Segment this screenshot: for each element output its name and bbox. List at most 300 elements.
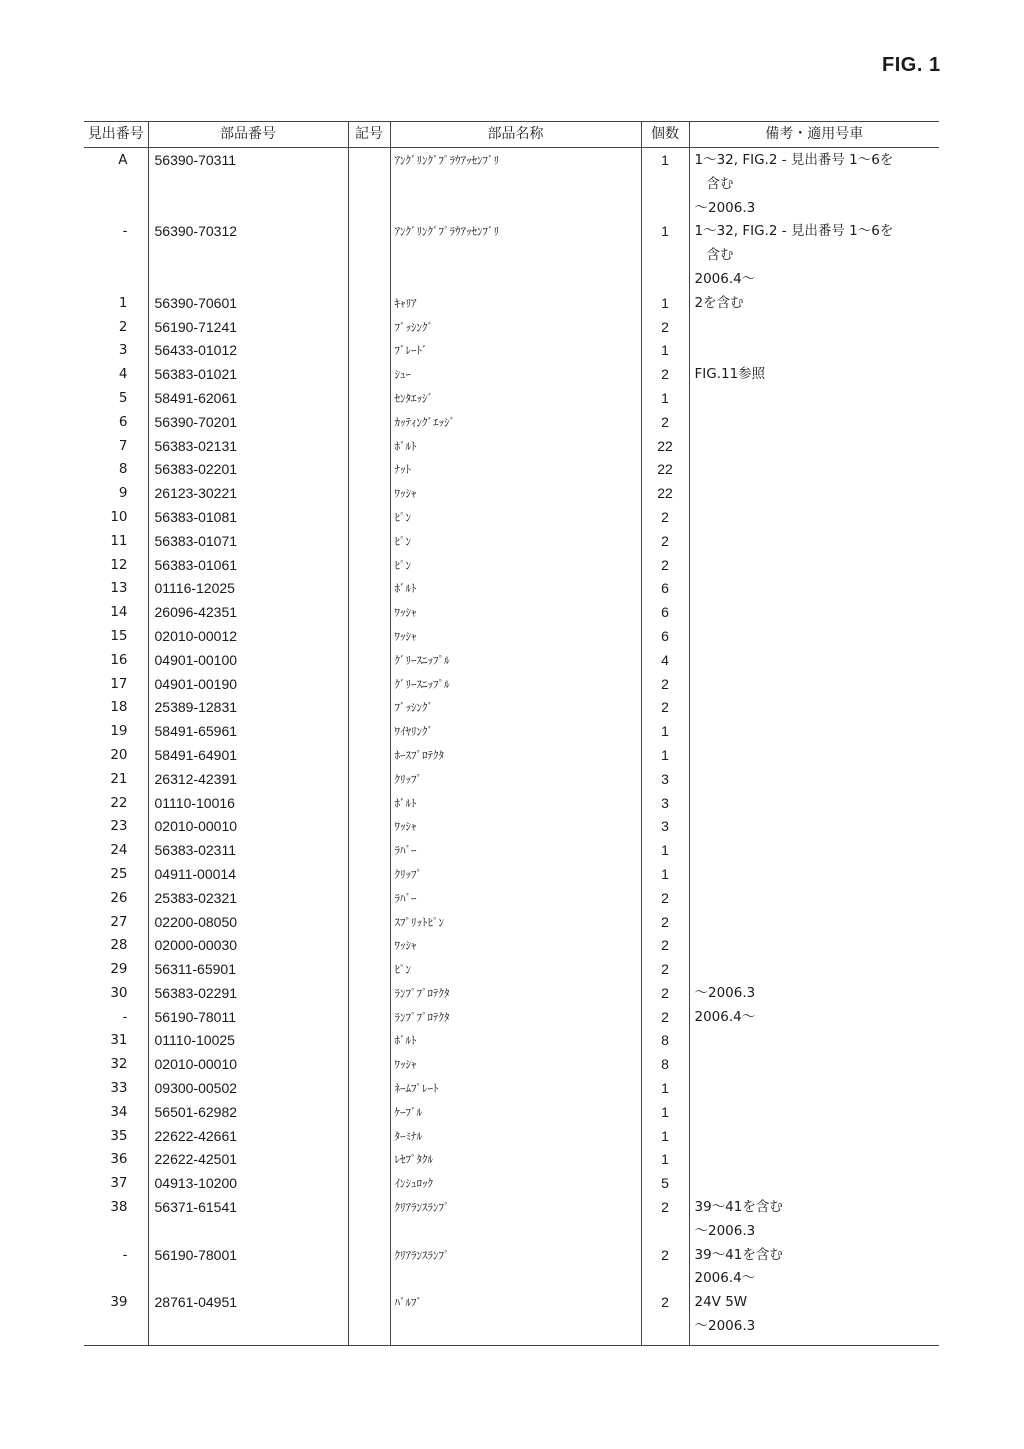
quantity-cell: 2	[641, 1196, 689, 1244]
part-name-cell: ﾗﾊﾞｰ	[390, 887, 641, 911]
part-name-cell: ﾎﾞﾙﾄ	[390, 577, 641, 601]
remarks-cell	[689, 530, 939, 554]
quantity-cell: 1	[641, 148, 689, 221]
part-number-cell: 02000-00030	[148, 934, 348, 958]
table-row	[84, 411, 939, 435]
remarks-cell	[689, 649, 939, 673]
part-name-cell: ﾌﾞｯｼﾝｸﾞ	[390, 696, 641, 720]
symbol-cell	[348, 1244, 390, 1292]
symbol-cell	[348, 387, 390, 411]
remarks-cell	[689, 887, 939, 911]
part-number-cell: 22622-42661	[148, 1125, 348, 1149]
table-row	[84, 458, 939, 482]
quantity-cell: 3	[641, 815, 689, 839]
part-number-cell: 02010-00010	[148, 815, 348, 839]
remarks-cell	[689, 839, 939, 863]
quantity-cell: 1	[641, 1077, 689, 1101]
quantity-cell: 1	[641, 863, 689, 887]
remarks-cell	[689, 482, 939, 506]
part-number-cell: 25383-02321	[148, 887, 348, 911]
item-number-cell: 20	[110, 746, 128, 763]
item-number-cell: 25	[110, 865, 128, 882]
remarks-cell	[689, 577, 939, 601]
item-number-cell: 17	[110, 675, 128, 692]
item-number-cell: 32	[110, 1056, 128, 1073]
remarks-cell	[689, 387, 939, 411]
remarks-cell	[689, 435, 939, 459]
part-name-cell: ﾋﾟﾝ	[390, 530, 641, 554]
item-number-cell: 8	[118, 461, 128, 478]
quantity-cell: 5	[641, 1172, 689, 1196]
item-number-cell: 18	[110, 699, 128, 716]
remarks-cell	[689, 1244, 939, 1292]
quantity-cell: 1	[641, 220, 689, 291]
part-name-cell: ｶｯﾃｨﾝｸﾞｴｯｼﾞ	[390, 411, 641, 435]
symbol-cell	[348, 1101, 390, 1125]
item-number-cell: 36	[110, 1151, 128, 1168]
part-number-cell: 01110-10016	[148, 792, 348, 816]
part-number-cell: 56383-02311	[148, 839, 348, 863]
quantity-cell: 3	[641, 792, 689, 816]
remarks-cell	[689, 411, 939, 435]
remarks-cell	[689, 1101, 939, 1125]
part-name-cell: ﾜｯｼｬ	[390, 625, 641, 649]
part-number-cell: 01110-10025	[148, 1029, 348, 1053]
symbol-cell	[348, 1172, 390, 1196]
remarks-cell	[689, 1029, 939, 1053]
table-row	[84, 387, 939, 411]
table-row	[84, 673, 939, 697]
quantity-cell: 2	[641, 316, 689, 340]
part-number-cell: 04913-10200	[148, 1172, 348, 1196]
item-number-cell: 13	[110, 580, 128, 597]
item-number-cell: 3	[118, 342, 128, 359]
symbol-cell	[348, 958, 390, 982]
quantity-cell: 1	[641, 839, 689, 863]
item-number-cell: 12	[110, 556, 128, 573]
remarks-cell	[689, 363, 939, 387]
quantity-cell: 1	[641, 387, 689, 411]
part-name-cell: ﾌﾞﾚｰﾄﾞ	[390, 339, 641, 363]
symbol-cell	[348, 792, 390, 816]
part-number-cell: 02010-00010	[148, 1053, 348, 1077]
quantity-cell: 3	[641, 768, 689, 792]
header-qty: 個数	[641, 122, 689, 148]
part-name-cell: ﾎﾞﾙﾄ	[390, 1029, 641, 1053]
part-name-cell: ｷｬﾘｱ	[390, 292, 641, 316]
item-number-cell: 24	[110, 842, 128, 859]
part-number-cell: 56190-78011	[148, 1006, 348, 1030]
remarks-line: 1～32, FIG.2 - 見出番号 1～6を	[694, 223, 894, 240]
table-row	[84, 316, 939, 340]
part-number-cell: 58491-62061	[148, 387, 348, 411]
part-name-cell: ﾜｯｼｬ	[390, 601, 641, 625]
symbol-cell	[348, 649, 390, 673]
symbol-cell	[348, 601, 390, 625]
symbol-cell	[348, 768, 390, 792]
symbol-cell	[348, 1291, 390, 1345]
quantity-cell: 2	[641, 506, 689, 530]
quantity-cell: 2	[641, 411, 689, 435]
symbol-cell	[348, 863, 390, 887]
parts-table	[84, 121, 939, 1346]
symbol-cell	[348, 1077, 390, 1101]
symbol-cell	[348, 625, 390, 649]
table-row	[84, 292, 939, 316]
symbol-cell	[348, 696, 390, 720]
part-name-cell: ｸﾞﾘｰｽﾆｯﾌﾟﾙ	[390, 673, 641, 697]
quantity-cell: 1	[641, 339, 689, 363]
item-number-cell: 19	[110, 723, 128, 740]
item-number-cell: 5	[118, 389, 128, 406]
quantity-cell: 2	[641, 1244, 689, 1292]
table-row	[84, 482, 939, 506]
part-number-cell: 56390-70312	[148, 220, 348, 291]
symbol-cell	[348, 1006, 390, 1030]
table-row	[84, 815, 939, 839]
remarks-cell	[689, 1006, 939, 1030]
table-header-row	[84, 122, 939, 148]
part-number-cell: 26096-42351	[148, 601, 348, 625]
symbol-cell	[348, 482, 390, 506]
table-row	[84, 1196, 939, 1244]
quantity-cell: 22	[641, 458, 689, 482]
part-name-cell: ﾜｯｼｬ	[390, 815, 641, 839]
table-row	[84, 554, 939, 578]
part-number-cell: 04911-00014	[148, 863, 348, 887]
symbol-cell	[348, 435, 390, 459]
item-number-cell: 14	[110, 604, 128, 621]
table-row	[84, 1172, 939, 1196]
table-row	[84, 1148, 939, 1172]
part-name-cell: ﾅｯﾄ	[390, 458, 641, 482]
quantity-cell: 2	[641, 673, 689, 697]
table-row	[84, 720, 939, 744]
part-number-cell: 56371-61541	[148, 1196, 348, 1244]
part-number-cell: 02010-00012	[148, 625, 348, 649]
item-number-cell: 4	[118, 366, 128, 383]
quantity-cell: 2	[641, 1006, 689, 1030]
quantity-cell: 8	[641, 1029, 689, 1053]
item-number-cell: 7	[118, 437, 128, 454]
symbol-cell	[348, 934, 390, 958]
part-number-cell: 56190-78001	[148, 1244, 348, 1292]
part-name-cell: ｱﾝｸﾞﾘﾝｸﾞﾌﾟﾗｳｱｯｾﾝﾌﾞﾘ	[390, 220, 641, 291]
item-number-cell: 16	[110, 651, 128, 668]
table-row	[84, 506, 939, 530]
item-number-cell: 1	[118, 294, 128, 311]
table-row	[84, 934, 939, 958]
table-row	[84, 577, 939, 601]
remarks-cell	[689, 1291, 939, 1345]
remarks-line: FIG.11参照	[694, 366, 766, 383]
remarks-line: 1～32, FIG.2 - 見出番号 1～6を	[694, 152, 894, 168]
quantity-cell: 2	[641, 934, 689, 958]
part-number-cell: 04901-00100	[148, 649, 348, 673]
symbol-cell	[348, 815, 390, 839]
part-number-cell: 56383-02131	[148, 435, 348, 459]
quantity-cell: 2	[641, 911, 689, 935]
part-name-cell: ﾎﾞﾙﾄ	[390, 435, 641, 459]
table-row	[84, 982, 939, 1006]
item-number-cell: 30	[110, 984, 128, 1001]
remarks-cell	[689, 220, 939, 291]
table-row	[84, 792, 939, 816]
item-number-cell: 35	[110, 1127, 128, 1144]
remarks-line: ～2006.3	[694, 1318, 756, 1335]
part-number-cell: 26123-30221	[148, 482, 348, 506]
part-number-cell: 56501-62982	[148, 1101, 348, 1125]
item-number-cell: 34	[110, 1103, 128, 1120]
part-name-cell: ｹｰﾌﾞﾙ	[390, 1101, 641, 1125]
remarks-cell	[689, 696, 939, 720]
item-number-cell: 37	[110, 1175, 128, 1192]
item-number-cell: 28	[110, 937, 128, 954]
remarks-cell	[689, 1053, 939, 1077]
remarks-cell	[689, 339, 939, 363]
table-row	[84, 768, 939, 792]
item-number-cell: 11	[110, 532, 128, 549]
quantity-cell: 2	[641, 530, 689, 554]
symbol-cell	[348, 554, 390, 578]
remarks-line: 含む	[706, 175, 734, 192]
table-row	[84, 530, 939, 554]
part-name-cell: ﾋﾟﾝ	[390, 958, 641, 982]
table-row	[84, 911, 939, 935]
table-row	[84, 148, 939, 221]
remarks-cell	[689, 744, 939, 768]
table-row	[84, 1244, 939, 1292]
part-name-cell: ｸﾘｯﾌﾟ	[390, 863, 641, 887]
item-number-cell: 31	[110, 1032, 128, 1049]
part-name-cell: ｼｭｰ	[390, 363, 641, 387]
remarks-cell	[689, 506, 939, 530]
item-number-cell: 2	[118, 318, 128, 335]
part-name-cell: ｲﾝｼｭﾛｯｸ	[390, 1172, 641, 1196]
part-name-cell: ﾎｰｽﾌﾟﾛﾃｸﾀ	[390, 744, 641, 768]
remarks-line: 含む	[706, 247, 734, 264]
header-part-name: 部品名称	[390, 122, 641, 148]
symbol-cell	[348, 1148, 390, 1172]
part-number-cell: 26312-42391	[148, 768, 348, 792]
part-name-cell: ﾗﾝﾌﾟﾌﾟﾛﾃｸﾀ	[390, 1006, 641, 1030]
remarks-cell	[689, 1125, 939, 1149]
remarks-line: ～2006.3	[694, 199, 756, 216]
table-row	[84, 744, 939, 768]
remarks-line: 2006.4～	[694, 1008, 756, 1025]
table-row	[84, 601, 939, 625]
remarks-cell	[689, 1172, 939, 1196]
quantity-cell: 4	[641, 649, 689, 673]
header-symbol: 記号	[348, 122, 390, 148]
part-number-cell: 58491-64901	[148, 744, 348, 768]
part-number-cell: 56390-70201	[148, 411, 348, 435]
symbol-cell	[348, 887, 390, 911]
symbol-cell	[348, 220, 390, 291]
quantity-cell: 2	[641, 1291, 689, 1345]
part-number-cell: 04901-00190	[148, 673, 348, 697]
item-number-cell: 23	[110, 818, 128, 835]
symbol-cell	[348, 1196, 390, 1244]
table-row	[84, 1101, 939, 1125]
part-number-cell: 25389-12831	[148, 696, 348, 720]
symbol-cell	[348, 673, 390, 697]
part-name-cell: ｸﾘｯﾌﾟ	[390, 768, 641, 792]
table-row	[84, 435, 939, 459]
remarks-cell	[689, 934, 939, 958]
part-number-cell: 09300-00502	[148, 1077, 348, 1101]
remarks-cell	[689, 792, 939, 816]
header-no: 見出番号	[84, 122, 148, 148]
symbol-cell	[348, 1053, 390, 1077]
table-row	[84, 958, 939, 982]
part-name-cell: ｱﾝｸﾞﾘﾝｸﾞﾌﾟﾗｳｱｯｾﾝﾌﾞﾘ	[390, 148, 641, 221]
quantity-cell: 2	[641, 887, 689, 911]
table-row	[84, 1029, 939, 1053]
remarks-cell	[689, 601, 939, 625]
remarks-cell	[689, 148, 939, 221]
quantity-cell: 22	[641, 482, 689, 506]
table-row	[84, 887, 939, 911]
part-name-cell: ﾎﾞﾙﾄ	[390, 792, 641, 816]
symbol-cell	[348, 744, 390, 768]
item-number-cell: 27	[110, 913, 128, 930]
symbol-cell	[348, 911, 390, 935]
table-row	[84, 839, 939, 863]
remarks-cell	[689, 316, 939, 340]
part-number-cell: 56383-01021	[148, 363, 348, 387]
part-name-cell: ﾈｰﾑﾌﾟﾚｰﾄ	[390, 1077, 641, 1101]
symbol-cell	[348, 506, 390, 530]
quantity-cell: 2	[641, 363, 689, 387]
part-number-cell: 22622-42501	[148, 1148, 348, 1172]
part-name-cell: ﾜｯｼｬ	[390, 482, 641, 506]
part-name-cell: ﾀｰﾐﾅﾙ	[390, 1125, 641, 1149]
remarks-cell	[689, 625, 939, 649]
part-name-cell: ｸﾘｱﾗﾝｽﾗﾝﾌﾟ	[390, 1244, 641, 1292]
table-row	[84, 649, 939, 673]
table-row	[84, 1006, 939, 1030]
quantity-cell: 6	[641, 625, 689, 649]
remarks-cell	[689, 1196, 939, 1244]
part-number-cell: 01116-12025	[148, 577, 348, 601]
part-name-cell: ﾜｲﾔﾘﾝｸﾞ	[390, 720, 641, 744]
part-name-cell: ｸﾞﾘｰｽﾆｯﾌﾟﾙ	[390, 649, 641, 673]
symbol-cell	[348, 1125, 390, 1149]
quantity-cell: 6	[641, 577, 689, 601]
symbol-cell	[348, 316, 390, 340]
part-number-cell: 58491-65961	[148, 720, 348, 744]
quantity-cell: 1	[641, 1101, 689, 1125]
table-row	[84, 696, 939, 720]
table-row	[84, 363, 939, 387]
part-number-cell: 56383-01081	[148, 506, 348, 530]
part-name-cell: ﾗﾊﾞｰ	[390, 839, 641, 863]
symbol-cell	[348, 411, 390, 435]
quantity-cell: 1	[641, 1148, 689, 1172]
remarks-cell	[689, 958, 939, 982]
remarks-cell	[689, 863, 939, 887]
item-number-cell: A	[118, 152, 128, 168]
symbol-cell	[348, 1029, 390, 1053]
part-number-cell: 56390-70311	[148, 148, 348, 221]
table-row	[84, 863, 939, 887]
symbol-cell	[348, 292, 390, 316]
remarks-cell	[689, 720, 939, 744]
remarks-cell	[689, 673, 939, 697]
figure-label: FIG. 1	[882, 54, 941, 76]
table-row	[84, 220, 939, 291]
item-number-cell: 9	[118, 485, 128, 502]
part-number-cell: 56433-01012	[148, 339, 348, 363]
remarks-line: 2006.4～	[694, 270, 756, 287]
quantity-cell: 8	[641, 1053, 689, 1077]
part-number-cell: 56383-02201	[148, 458, 348, 482]
item-number-cell: 26	[110, 889, 128, 906]
remarks-cell	[689, 292, 939, 316]
symbol-cell	[348, 839, 390, 863]
remarks-cell	[689, 1148, 939, 1172]
item-number-cell: 6	[118, 413, 128, 430]
quantity-cell: 2	[641, 982, 689, 1006]
parts-table-body	[84, 148, 939, 1346]
item-number-cell: -	[122, 1246, 128, 1263]
item-number-cell: 29	[110, 961, 128, 978]
remarks-cell	[689, 768, 939, 792]
part-number-cell: 56390-70601	[148, 292, 348, 316]
part-number-cell: 56383-02291	[148, 982, 348, 1006]
symbol-cell	[348, 720, 390, 744]
remarks-line: ～2006.3	[694, 1222, 756, 1239]
part-name-cell: ﾌﾞｯｼﾝｸﾞ	[390, 316, 641, 340]
remarks-line: 39～41を含む	[694, 1246, 783, 1263]
part-name-cell: ﾜｯｼｬ	[390, 1053, 641, 1077]
item-number-cell: -	[122, 1008, 128, 1025]
quantity-cell: 1	[641, 292, 689, 316]
table-row	[84, 339, 939, 363]
part-name-cell: ﾗﾝﾌﾟﾌﾟﾛﾃｸﾀ	[390, 982, 641, 1006]
part-name-cell: ﾋﾟﾝ	[390, 554, 641, 578]
part-name-cell: ﾋﾟﾝ	[390, 506, 641, 530]
symbol-cell	[348, 339, 390, 363]
part-name-cell: ﾜｯｼｬ	[390, 934, 641, 958]
remarks-line: ～2006.3	[694, 984, 756, 1001]
part-number-cell: 02200-08050	[148, 911, 348, 935]
item-number-cell: 38	[110, 1199, 128, 1216]
part-name-cell: ｸﾘｱﾗﾝｽﾗﾝﾌﾟ	[390, 1196, 641, 1244]
symbol-cell	[348, 363, 390, 387]
quantity-cell: 2	[641, 958, 689, 982]
part-number-cell: 56383-01071	[148, 530, 348, 554]
item-number-cell: 39	[84, 1291, 148, 1345]
remarks-cell	[689, 458, 939, 482]
table-row	[84, 625, 939, 649]
symbol-cell	[348, 982, 390, 1006]
part-number-cell: 56383-01061	[148, 554, 348, 578]
remarks-cell	[689, 982, 939, 1006]
table-row	[84, 1125, 939, 1149]
quantity-cell: 1	[641, 1125, 689, 1149]
quantity-cell: 1	[641, 744, 689, 768]
remarks-line: 2を含む	[694, 294, 744, 311]
table-row	[84, 1077, 939, 1101]
remarks-line: 24V 5W	[694, 1294, 748, 1311]
remarks-cell	[689, 1077, 939, 1101]
header-remarks: 備考・適用号車	[689, 122, 939, 148]
quantity-cell: 2	[641, 554, 689, 578]
part-name-cell: ｽﾌﾟﾘｯﾄﾋﾟﾝ	[390, 911, 641, 935]
part-number-cell: 56311-65901	[148, 958, 348, 982]
